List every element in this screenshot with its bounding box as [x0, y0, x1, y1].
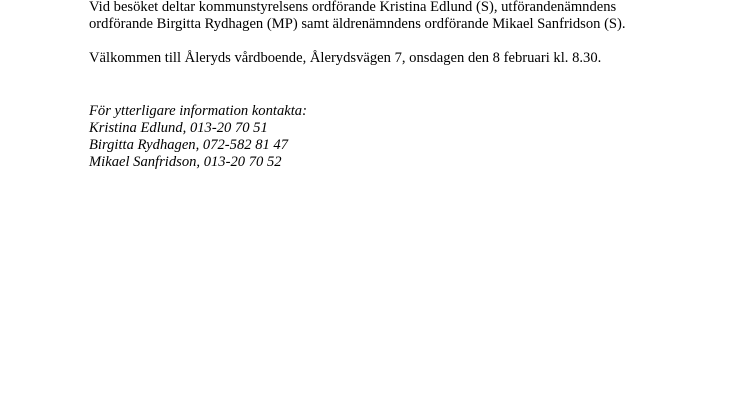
- welcome-paragraph: [89, 50, 601, 67]
- contact-block: [89, 103, 307, 171]
- contact-person: Mikael Sanfridson, 013-20 70 52: [89, 154, 282, 170]
- attendees-paragraph: [89, 0, 626, 33]
- contact-person: Kristina Edlund, 013-20 70 51: [89, 120, 268, 136]
- contact-heading: För ytterligare information kontakta:: [89, 103, 307, 119]
- contact-person: Birgitta Rydhagen, 072-582 81 47: [89, 137, 289, 153]
- paragraph-line: Vid besöket deltar kommunstyrelsens ordförande Kristina Edlund (S), utförandenämndens: [89, 0, 617, 15]
- paragraph-line: ordförande Birgitta Rydhagen (MP) samt äldrenämndens ordförande Mikael Sanfridson (S).: [89, 16, 626, 32]
- welcome-line: Välkommen till Åleryds vårdboende, Ålerydsvägen 7, onsdagen den 8 februari kl. 8.30.: [89, 50, 602, 66]
